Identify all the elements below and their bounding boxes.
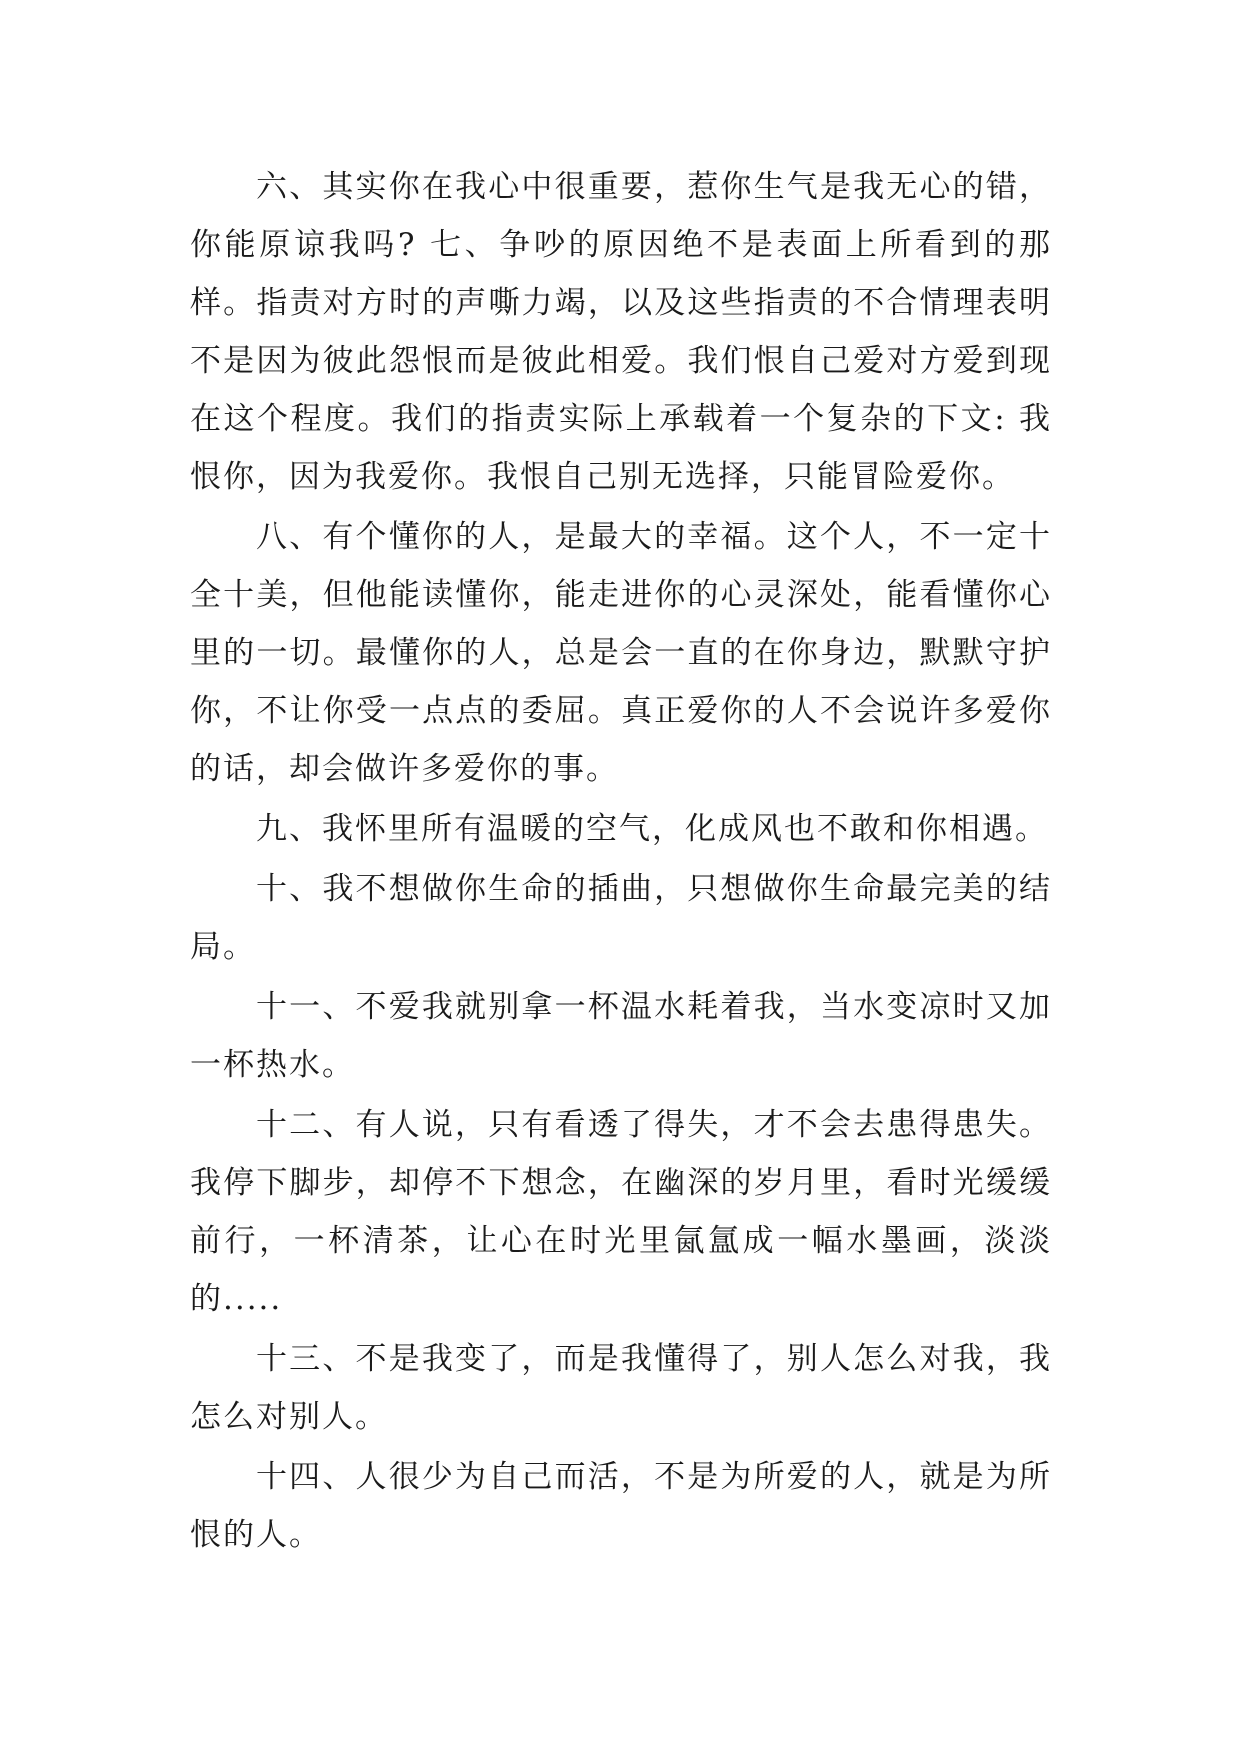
paragraph-10: 十、我不想做你生命的插曲，只想做你生命最完美的结局。 bbox=[190, 871, 1052, 965]
paragraph-8: 八、有个懂你的人，是最大的幸福。这个人，不一定十全十美，但他能读懂你，能走进你的心灵深处，能看懂你心里的一切。最懂你的人，总是会一直的在你身边，默默守护你，不让你受一点点的委屈。真正爱你的人不会说许多爱你的话，却会做许多爱你的事。 bbox=[190, 519, 1052, 787]
paragraph-12: 十二、有人说，只有看透了得失，才不会去患得患失。我停下脚步，却停不下想念，在幽深的岁月里，看时光缓缓前行，一杯清茶，让心在时光里氤氲成一幅水墨画，淡淡的..... bbox=[190, 1107, 1052, 1317]
document-body bbox=[190, 158, 1052, 1564]
paragraph-14: 十四、人很少为自己而活，不是为所爱的人，就是为所恨的人。 bbox=[190, 1459, 1052, 1553]
paragraph-11: 十一、不爱我就别拿一杯温水耗着我，当水变凉时又加一杯热水。 bbox=[190, 989, 1052, 1083]
paragraph-6-7: 六、其实你在我心中很重要，惹你生气是我无心的错，你能原谅我吗? 七、争吵的原因绝不是表面上所看到的那样。指责对方时的声嘶力竭，以及这些指责的不合情理表明不是因为彼此怨恨而是彼此相爱。我们恨自己爱对方爱到现在这个程度。我们的指责实际上承载着一个复杂的下文: 我恨你，因为我爱你。我恨自己别无选择，只能冒险爱你。 bbox=[190, 169, 1052, 495]
paragraph-9: 九、我怀里所有温暖的空气，化成风也不敢和你相遇。 bbox=[256, 811, 1048, 847]
paragraph-13: 十三、不是我变了，而是我懂得了，别人怎么对我，我怎么对别人。 bbox=[190, 1341, 1052, 1435]
